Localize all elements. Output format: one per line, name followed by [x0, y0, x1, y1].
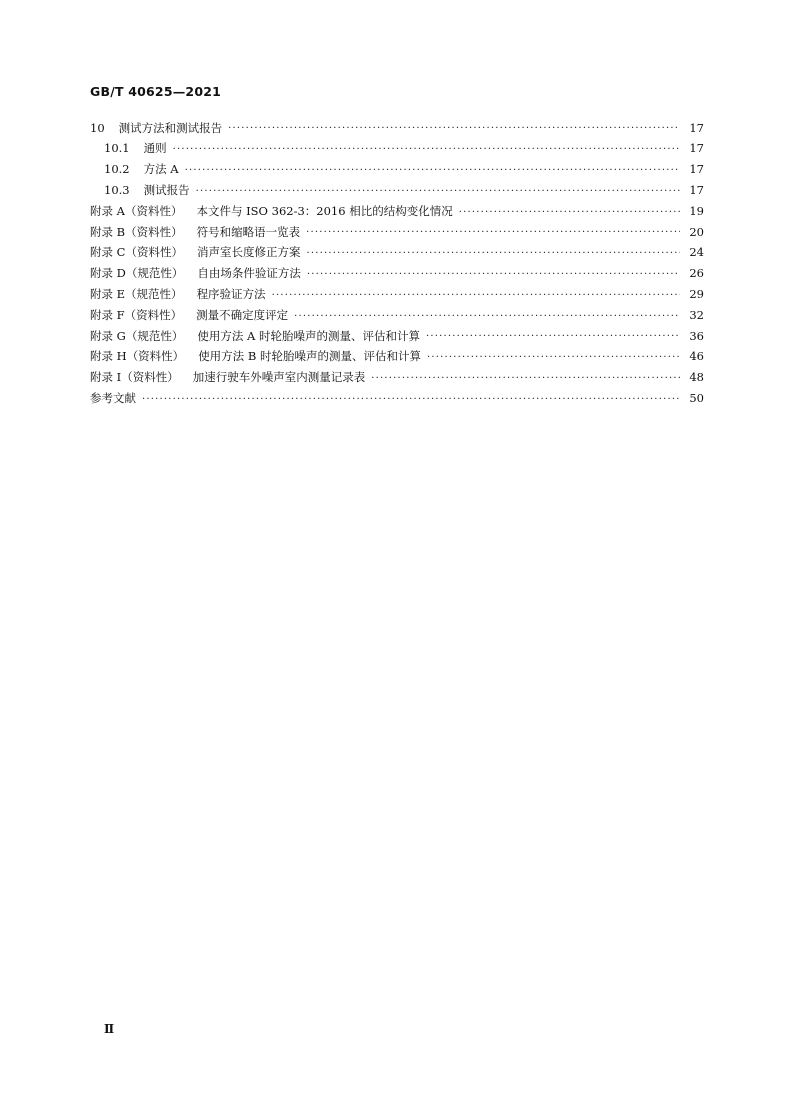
toc-entry-category: （资料性）: [124, 307, 183, 322]
toc-entry-annex-e[interactable]: [90, 284, 704, 305]
toc-entry-page: 24: [689, 245, 704, 260]
toc-entry-number: 附录 C: [90, 245, 126, 260]
toc-entry[interactable]: [90, 139, 704, 160]
toc-entry[interactable]: [90, 118, 704, 139]
toc-dot-leader: [185, 166, 680, 176]
toc-entry-title: 使用方法 A 时轮胎噪声的测量、评估和计算: [197, 328, 420, 343]
toc-entry-page: 17: [689, 141, 704, 156]
toc-entry-page: 17: [689, 120, 704, 135]
toc-entry-category: （资料性）: [126, 349, 185, 364]
toc-dot-leader: [142, 395, 680, 405]
toc-entry-title: 通则: [143, 141, 167, 156]
toc-entry-title: 加速行驶车外噪声室内测量记录表: [192, 370, 366, 385]
toc-entry-number: 10.2: [104, 162, 130, 177]
toc-entry-number: 附录 H: [90, 349, 127, 364]
toc-entry-title: 消声室长度修正方案: [196, 245, 301, 260]
toc-dot-leader: [459, 208, 680, 218]
toc-entry-number: 附录 G: [90, 328, 126, 343]
toc-entry-page: 17: [689, 183, 704, 198]
toc-entry-category: （资料性）: [124, 203, 183, 218]
toc-entry-title: 本文件与 ISO 362-3：2016 相比的结构变化情况: [196, 203, 453, 218]
toc-entry-page: 50: [689, 391, 704, 405]
toc-entry-number: 附录 E: [90, 287, 126, 302]
toc-entry-category: （资料性）: [121, 370, 179, 385]
document-id-header: GB/T 40625—2021: [90, 84, 222, 99]
toc-entry-category: （规范性）: [125, 328, 184, 343]
toc-entry-number: 附录 F: [90, 307, 125, 322]
toc-entry-page: 20: [689, 224, 704, 239]
toc-entry-annex-c[interactable]: [90, 243, 704, 264]
toc-entry-annex-g[interactable]: [90, 326, 704, 347]
toc-entry[interactable]: [90, 160, 704, 181]
toc-dot-leader: [306, 249, 680, 259]
toc-entry[interactable]: [90, 180, 704, 201]
toc-entry-bibliography[interactable]: [90, 388, 704, 409]
toc-dot-leader: [294, 312, 680, 322]
toc-dot-leader: [228, 124, 680, 134]
toc-entry-annex-i[interactable]: [90, 368, 704, 389]
toc-entry-title: 测量不确定度评定: [196, 307, 289, 322]
toc-entry-title: 自由场条件验证方法: [197, 266, 301, 281]
toc-entry-number: 10: [90, 120, 105, 135]
toc-entry-annex-b[interactable]: [90, 222, 704, 243]
toc-dot-leader: [371, 374, 680, 384]
toc-entry-page: 48: [689, 370, 704, 385]
toc-entry-annex-f[interactable]: [90, 305, 704, 326]
toc-dot-leader: [307, 270, 680, 280]
toc-entry-title: 测试方法和测试报告: [118, 120, 223, 135]
toc-dot-leader: [427, 353, 680, 363]
toc-entry-number: 附录 B: [90, 224, 126, 239]
toc-entry-category: （规范性）: [125, 287, 183, 302]
toc-dot-leader: [196, 187, 680, 197]
toc-entry-category: （资料性）: [125, 245, 183, 260]
toc-dot-leader: [173, 145, 680, 155]
toc-entry-category: （资料性）: [125, 224, 183, 239]
toc-entry-title: 方法 A: [143, 162, 179, 177]
toc-entry-number: 附录 I: [90, 370, 122, 385]
table-of-contents: [90, 118, 704, 409]
toc-entry-title: 使用方法 B 时轮胎噪声的测量、评估和计算: [198, 349, 421, 364]
toc-entry-page: 46: [689, 349, 704, 364]
toc-entry-category: （规范性）: [125, 266, 184, 281]
toc-entry-page: 26: [689, 266, 704, 281]
toc-entry-title: 测试报告: [143, 183, 190, 198]
toc-entry-title: 符号和缩略语一览表: [196, 224, 301, 239]
toc-entry-number: 附录 D: [90, 266, 126, 281]
page-number-roman: Ⅱ: [104, 1022, 115, 1036]
toc-entry-number: 10.3: [104, 183, 130, 198]
toc-entry-number: 附录 A: [90, 203, 125, 218]
toc-entry-page: 29: [689, 287, 704, 302]
toc-entry-page: 36: [689, 328, 704, 343]
toc-dot-leader: [306, 228, 680, 238]
toc-entry-page: 32: [689, 307, 704, 322]
toc-entry-page: 19: [689, 203, 704, 218]
toc-entry-annex-h[interactable]: [90, 347, 704, 368]
toc-dot-leader: [272, 291, 680, 301]
toc-entry-title: 程序验证方法: [196, 287, 266, 302]
toc-entry-title: 参考文献: [90, 391, 136, 405]
toc-entry-annex-d[interactable]: [90, 264, 704, 285]
toc-entry-number: 10.1: [104, 141, 130, 156]
toc-entry-page: 17: [689, 162, 704, 177]
toc-entry-annex-a[interactable]: [90, 201, 704, 222]
toc-dot-leader: [426, 332, 680, 342]
